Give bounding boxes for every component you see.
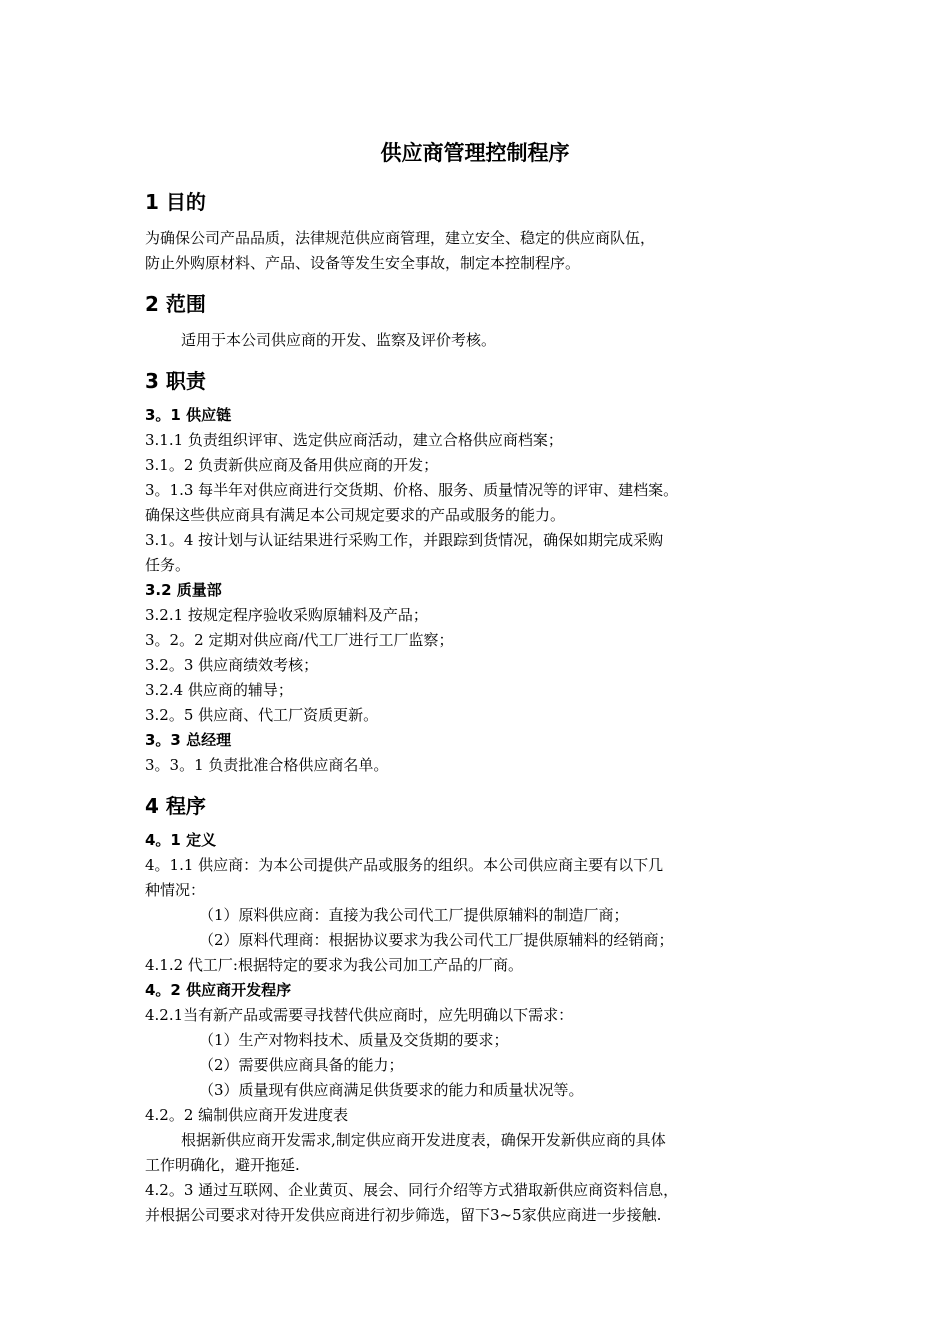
section-1-heading: 1 目的 (145, 190, 206, 214)
section-3-1-4-line1: 3.1。4 按计划与认证结果进行采购工作，并跟踪到货情况，确保如期完成采购 (145, 531, 664, 549)
section-4-2-2-text-line2: 工作明确化，避开拖延. (145, 1156, 300, 1174)
section-1-text-line1: 为确保公司产品品质，法律规范供应商管理，建立安全、稳定的供应商队伍， (145, 229, 656, 247)
document-body (145, 188, 825, 1228)
section-4-2-3-line2: 并根据公司要求对待开发供应商进行初步筛选，留下3~5家供应商进一步接触. (145, 1206, 662, 1224)
section-3-2-5: 3.2。5 供应商、代工厂资质更新。 (145, 706, 379, 724)
section-3-2-3: 3.2。3 供应商绩效考核； (145, 656, 319, 674)
section-3-1-2: 3.1。2 负责新供应商及备用供应商的开发； (145, 456, 439, 474)
section-4-2-3-line1: 4.2。3 通过互联网、企业黄页、展会、同行介绍等方式猎取新供应商资料信息， (145, 1181, 679, 1199)
section-4-2-1-item-3: （3）质量现有供应商满足供货要求的能力和质量状况等。 (199, 1081, 584, 1099)
section-2-text: 适用于本公司供应商的开发、监察及评价考核。 (181, 331, 497, 349)
section-3-2-1: 3.2.1 按规定程序验收采购原辅料及产品； (145, 606, 428, 624)
section-4-2-1-item-1: （1）生产对物料技术、质量及交货期的要求； (199, 1031, 509, 1049)
section-3-1-heading: 3。1 供应链 (145, 406, 232, 424)
section-3-2-2: 3。2。2 定期对供应商/代工厂进行工厂监察； (145, 631, 454, 649)
section-3-heading: 3 职责 (145, 369, 206, 393)
section-3-1-4-line2: 任务。 (145, 556, 191, 574)
section-2-heading: 2 范围 (145, 292, 206, 316)
section-4-1-1-item-1: （1）原料供应商：直接为我公司代工厂提供原辅料的制造厂商； (199, 906, 629, 924)
section-4-heading: 4 程序 (145, 794, 206, 818)
section-4-2-1-item-2: （2）需要供应商具备的能力； (199, 1056, 404, 1074)
section-4-1-1-line1: 4。1.1 供应商：为本公司提供产品或服务的组织。本公司供应商主要有以下几 (145, 856, 664, 874)
section-3-3-heading: 3。3 总经理 (145, 731, 232, 749)
section-4-1-1-line2: 种情况： (145, 881, 206, 899)
section-4-2-heading: 4。2 供应商开发程序 (145, 981, 292, 999)
section-4-2-2: 4.2。2 编制供应商开发进度表 (145, 1106, 349, 1124)
section-3-2-4: 3.2.4 供应商的辅导； (145, 681, 293, 699)
section-3-1-3-line1: 3。1.3 每半年对供应商进行交货期、价格、服务、质量情况等的评审、建档案。 (145, 481, 679, 499)
section-4-1-heading: 4。1 定义 (145, 831, 217, 849)
section-3-3-1: 3。3。1 负责批准合格供应商名单。 (145, 756, 389, 774)
section-4-2-2-text-line1: 根据新供应商开发需求,制定供应商开发进度表，确保开发新供应商的具体 (181, 1131, 666, 1149)
section-3-1-3-line2: 确保这些供应商具有满足本公司规定要求的产品或服务的能力。 (145, 506, 566, 524)
document-title: 供应商管理控制程序 (380, 141, 570, 165)
section-4-1-2: 4.1.2 代工厂:根据特定的要求为我公司加工产品的厂商。 (145, 956, 523, 974)
section-4-2-1: 4.2.1当有新产品或需要寻找替代供应商时，应先明确以下需求： (145, 1006, 574, 1024)
section-3-2-heading: 3.2 质量部 (145, 581, 222, 599)
section-1-text-line2: 防止外购原材料、产品、设备等发生安全事故，制定本控制程序。 (145, 254, 581, 272)
section-4-1-1-item-2: （2）原料代理商：根据协议要求为我公司代工厂提供原辅料的经销商； (199, 931, 674, 949)
section-3-1-1: 3.1.1 负责组织评审、选定供应商活动，建立合格供应商档案； (145, 431, 563, 449)
